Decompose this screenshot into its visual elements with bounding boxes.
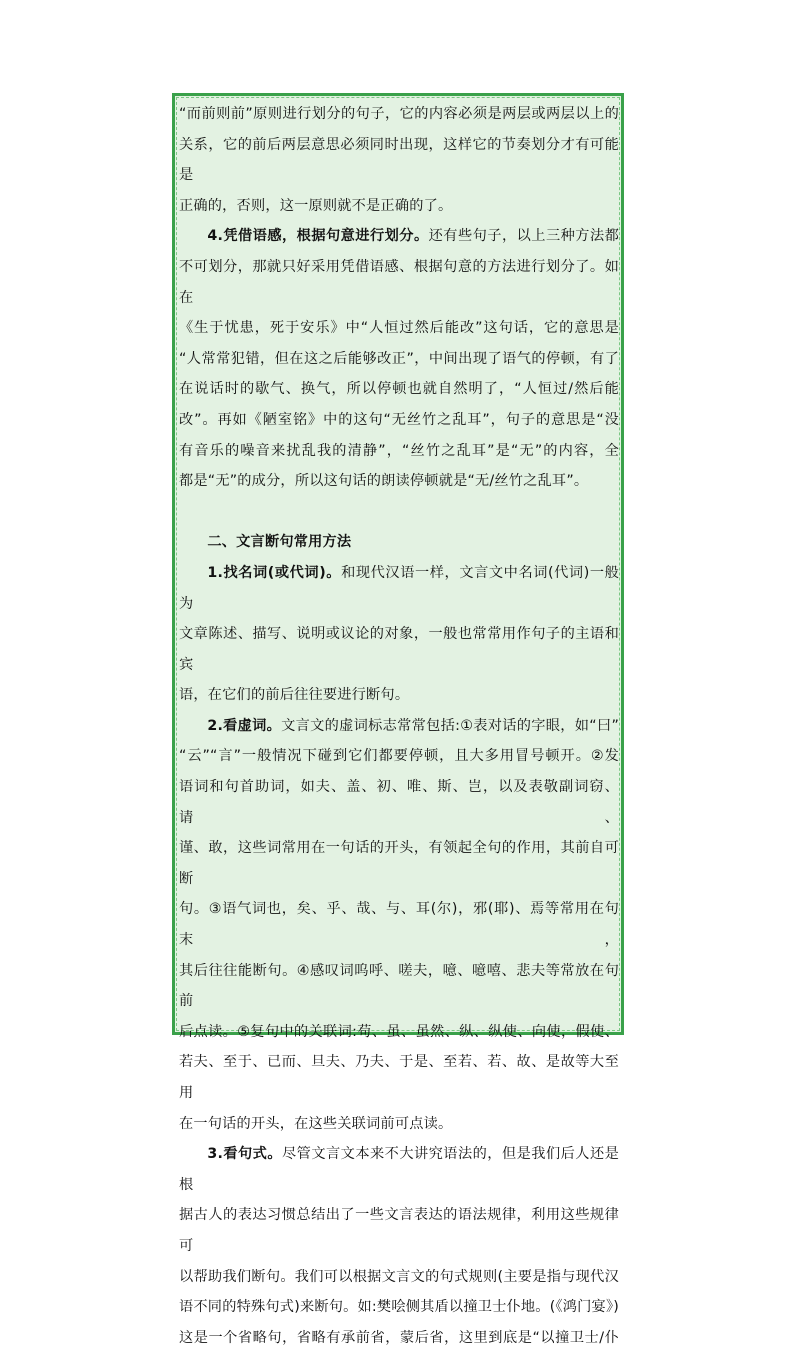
paragraph-line: “人常常犯错，但在这之后能够改正”，中间出现了语气的停顿，有了 — [179, 350, 619, 367]
method-heading: 3.看句式。 — [207, 1146, 282, 1163]
paragraph-line: “而前则前”原则进行划分的句子，它的内容必须是两层或两层以上的 — [179, 106, 619, 122]
method-heading: 4.凭借语感，根据句意进行划分。 — [207, 228, 429, 245]
paragraph-first-line — [179, 1139, 619, 1200]
paragraph-text: 还有些句子，以上三种方法都 — [428, 228, 619, 245]
paragraph-line: 关系，它的前后两层意思必须同时出现，这样它的节奏划分才有可能是 — [179, 136, 619, 184]
paragraph-line: 其后往往能断句。④感叹词呜呼、嗟夫，噫、噫嘻、悲夫等常放在句前 — [179, 962, 619, 1010]
section-heading: 二、文言断句常用方法 — [207, 534, 352, 551]
paragraph-text: 尽管文言文本来不大讲究语法的，但是我们后人还是根 — [179, 1146, 619, 1193]
paragraph-line: 若夫、至于、已而、旦夫、乃夫、于是、至若、若、故、是故等大至用 — [179, 1054, 619, 1101]
paragraph-first-line — [179, 711, 619, 742]
paragraph-text: 文言文的虚词标志常常包括:①表对话的字眼，如“曰” — [281, 717, 619, 734]
paragraph-line: 据古人的表达习惯总结出了一些文言表达的语法规律，利用这些规律可 — [179, 1207, 619, 1254]
paragraph-line: 《生于忧患，死于安乐》中“人恒过然后能改”这句话，它的意思是 — [179, 320, 619, 337]
paragraph-line: 以帮助我们断句。我们可以根据文言文的句式规则(主要是指与现代汉 — [179, 1268, 619, 1285]
paragraph-line: 句。③语气词也，矣、乎、哉、与、耳(尔)，邪(耶)、焉等常用在句末， — [179, 901, 619, 949]
paragraph-line: “云”“言”一般情况下碰到它们都要停顿，且大多用冒号顿开。②发 — [179, 748, 619, 765]
paragraph-line: 谨、敢，这些词常用在一句话的开头，有领起全句的作用，其前自可断 — [179, 840, 619, 887]
method-heading: 1.找名词(或代词)。 — [207, 564, 342, 581]
method-heading: 2.看虚词。 — [207, 717, 282, 734]
paragraph-line: 语词和句首助词，如夫、盖、初、唯、斯、岂，以及表敬副词窃、请、 — [179, 779, 619, 826]
paragraph-line: 语不同的特殊句式)来断句。如:樊哙侧其盾以撞卫士仆地。(《鸿门宴》) — [179, 1299, 619, 1316]
paragraph-first-line — [179, 558, 619, 619]
paragraph-text: 和现代汉语一样，文言文中名词(代词)一般为 — [179, 564, 619, 612]
blank-line — [179, 497, 619, 528]
paragraph-first-line — [179, 221, 619, 252]
paragraph-line: 不可划分，那就只好采用凭借语感、根据句意的方法进行划分了。如在 — [179, 258, 619, 306]
paragraph-line: 改”。再如《陋室铭》中的这句“无丝竹之乱耳”，句子的意思是“没 — [179, 411, 619, 428]
paragraph-line: 正确的，否则，这一原则就不是正确的了。 — [179, 197, 453, 214]
paragraph-line: 这是一个省略句，省略有承前省，蒙后省，这里到底是“以撞卫士/仆 — [179, 1329, 619, 1346]
paragraph-line: 在说话时的歇气、换气，所以停顿也就自然明了，“人恒过/然后能 — [179, 381, 619, 398]
paragraph-line: 都是“无”的成分，所以这句话的朗读停顿就是“无/丝竹之乱耳”。 — [179, 473, 589, 490]
paragraph-line: 语，在它们的前后往往要进行断句。 — [179, 687, 410, 704]
document-body — [179, 99, 619, 1353]
paragraph-line: 在一句话的开头，在这些关联词前可点读。 — [179, 1115, 453, 1132]
paragraph-line: 后点读。⑤复句中的关联词:苟、虽、虽然、纵、纵使、向使，假使、 — [179, 1023, 619, 1040]
paragraph-line: 文章陈述、描写、说明或议论的对象，一般也常常用作句子的主语和宾 — [179, 626, 619, 673]
paragraph-line: 有音乐的噪音来扰乱我的清静”，“丝竹之乱耳”是“无”的内容，全 — [179, 442, 619, 459]
